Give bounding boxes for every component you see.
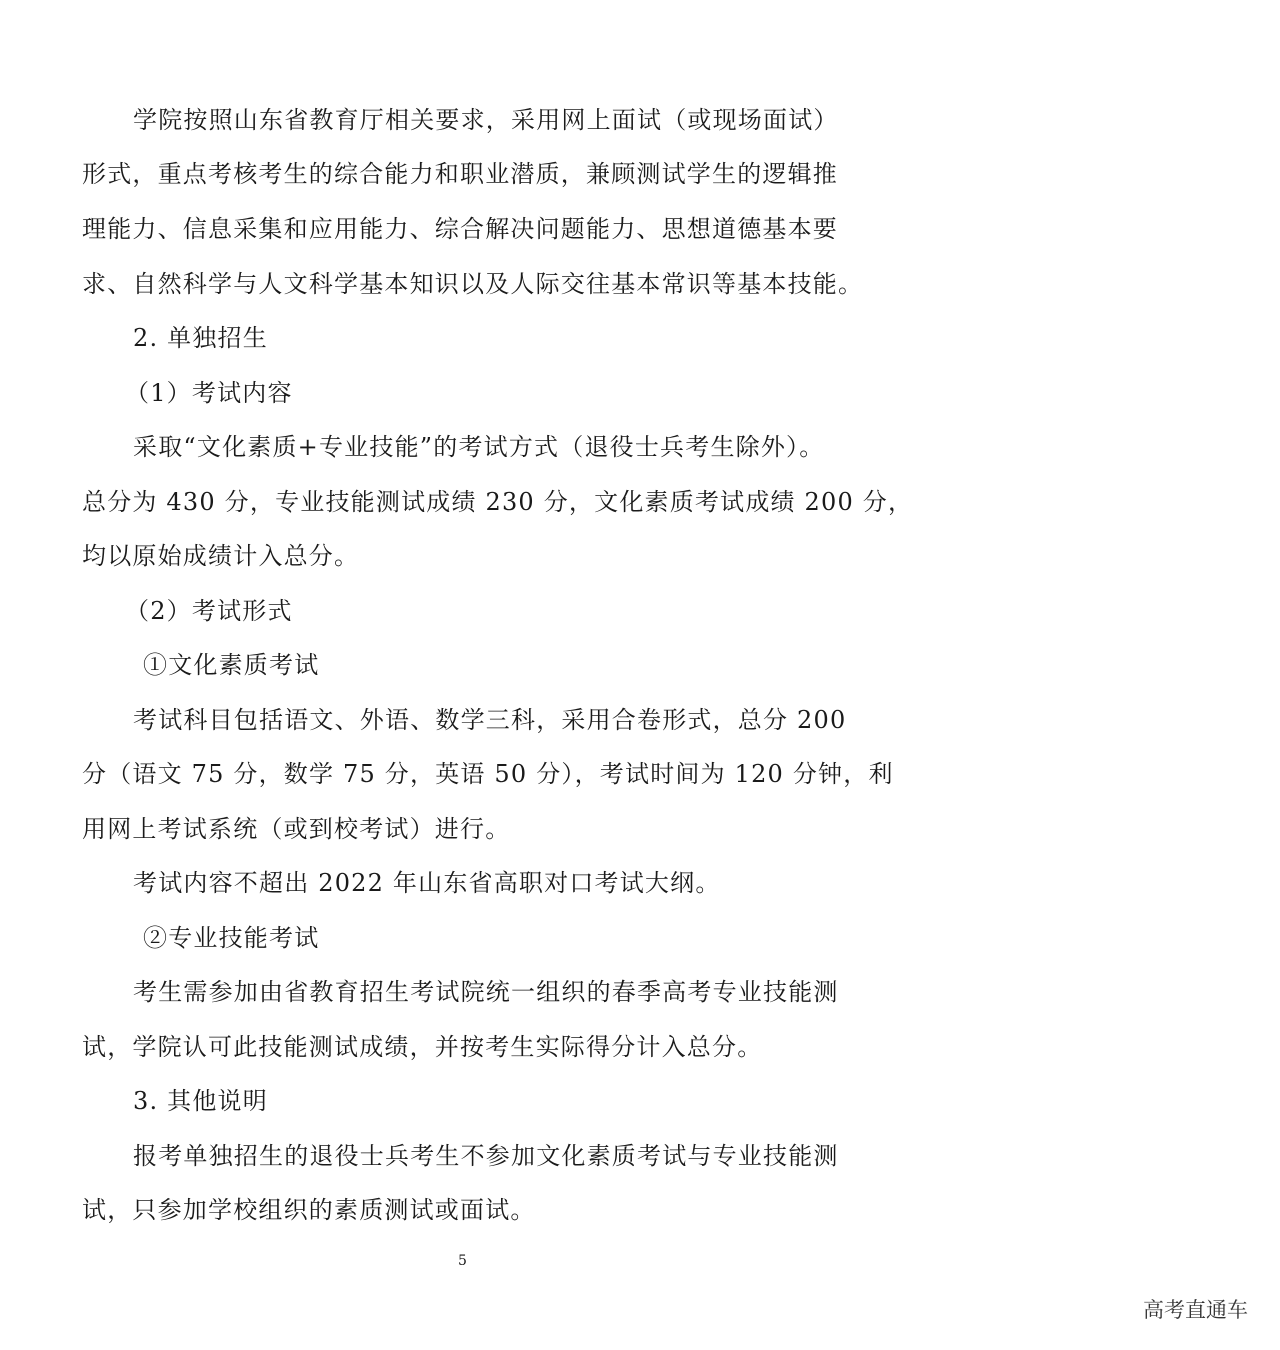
paragraph-line: 理能力、信息采集和应用能力、综合解决问题能力、思想道德基本要 [82, 215, 838, 243]
paragraph-line: 总分为 430 分，专业技能测试成绩 230 分，文化素质考试成绩 200 分， [82, 488, 914, 516]
subsection-heading: （1）考试内容 [125, 379, 293, 407]
item-heading: ②专业技能考试 [143, 924, 320, 952]
section-heading: 2. 单独招生 [133, 324, 268, 352]
watermark-text: 高考直通车 [1143, 1298, 1248, 1322]
paragraph-line: 考生需参加由省教育招生考试院统一组织的春季高考专业技能测 [133, 978, 839, 1006]
paragraph-line: 求、自然科学与人文科学基本知识以及人际交往基本常识等基本技能。 [82, 270, 864, 298]
paragraph-line: 用网上考试系统（或到校考试）进行。 [82, 815, 511, 843]
paragraph-line: 试，学院认可此技能测试成绩，并按考生实际得分计入总分。 [82, 1033, 763, 1061]
paragraph-line: 考试内容不超出 2022 年山东省高职对口考试大纲。 [133, 869, 721, 897]
page-number: 5 [458, 1253, 467, 1269]
item-heading: ①文化素质考试 [143, 651, 320, 679]
paragraph-line: 学院按照山东省教育厅相关要求，采用网上面试（或现场面试） [133, 106, 839, 134]
paragraph-line: 分（语文 75 分，数学 75 分，英语 50 分），考试时间为 120 分钟，利 [82, 760, 894, 788]
paragraph-line: 均以原始成绩计入总分。 [82, 542, 360, 570]
paragraph-line: 考试科目包括语文、外语、数学三科，采用合卷形式，总分 200 [133, 706, 847, 734]
section-heading: 3. 其他说明 [133, 1087, 268, 1115]
paragraph-line: 试，只参加学校组织的素质测试或面试。 [82, 1196, 536, 1224]
paragraph-line: 采取“文化素质+专业技能”的考试方式（退役士兵考生除外）。 [133, 433, 825, 461]
paragraph-line: 报考单独招生的退役士兵考生不参加文化素质考试与专业技能测 [133, 1142, 839, 1170]
paragraph-line: 形式，重点考核考生的综合能力和职业潜质，兼顾测试学生的逻辑推 [82, 160, 838, 188]
subsection-heading: （2）考试形式 [125, 597, 293, 625]
